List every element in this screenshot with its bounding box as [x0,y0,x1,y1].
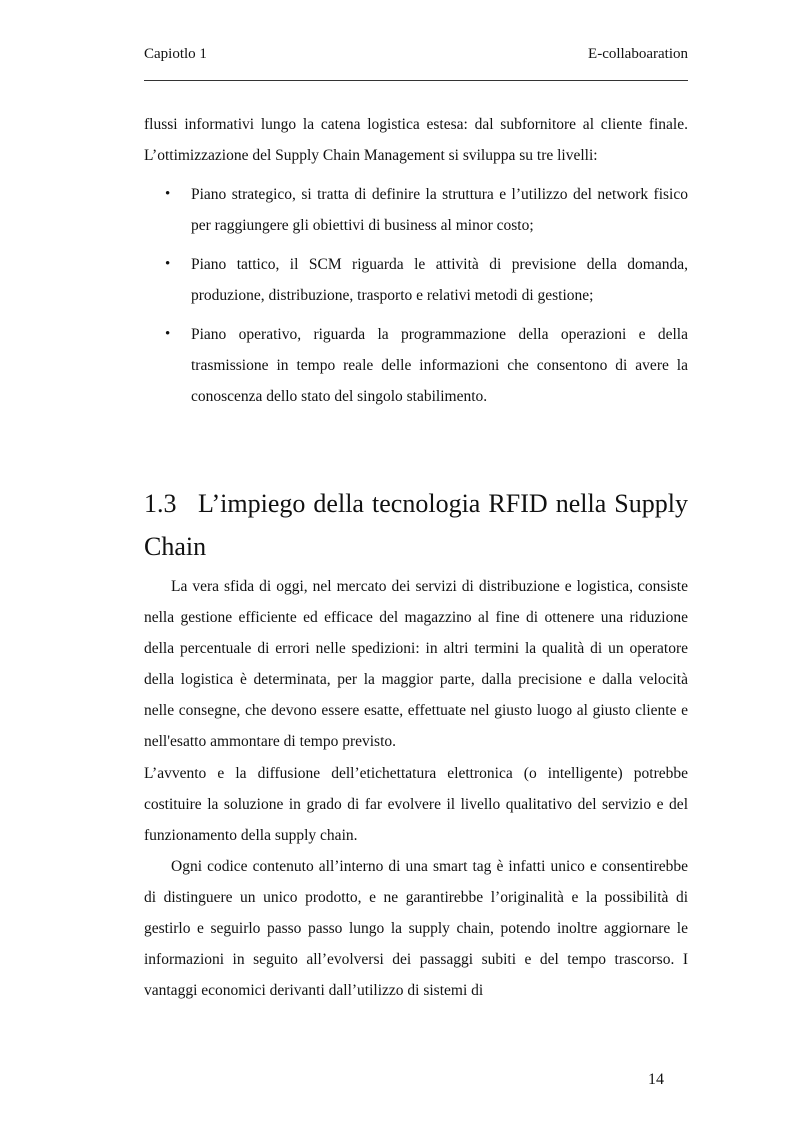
body-paragraph: Ogni codice contenuto all’interno di una smart tag è infatti unico e consentirebbe di distinguere un unico prodotto, e ne garantirebbe l’originalità e la possibilità di gestirlo e seguirlo passo passo lungo la supply chain, potendo inoltre aggiornare le informazioni in seguito all’evolversi dei passaggi subiti e del tempo trascorso. I vantaggi economici derivanti dall’utilizzo di sistemi di [144,858,688,999]
document-page [144,0,688,1123]
intro-paragraph: flussi informativi lungo la catena logistica estesa: dal subfornitore al cliente finale. L’ottimizzazione del Supply Chain Management si sviluppa su tre livelli: [144,116,688,164]
running-header [144,46,688,70]
bullet-list [144,179,688,420]
bullet-icon: • [165,186,171,202]
bullet-icon: • [165,256,171,272]
header-chapter: Capiotlo 1 [144,46,207,62]
bullet-text: Piano strategico, si tratta di definire la struttura e l’utilizzo del network fisico per raggiungere gli obiettivi di business al minor costo; [191,186,688,234]
header-section: E-collaboaration [588,46,688,62]
section-heading [144,482,688,568]
bullet-text: Piano operativo, riguarda la programmazione della operazioni e della trasmissione in tempo reale delle informazioni che consentono di avere la conoscenza dello stato del singolo stabilimento. [191,326,688,405]
body-paragraph: La vera sfida di oggi, nel mercato dei servizi di distribuzione e logistica, consiste nella gestione efficiente ed efficace del magazzino al fine di ottenere una riduzione della percentuale di errori nelle spedizioni: in altri termini la qualità di un operatore della logistica è determinata, per la maggior parte, dalla precisione e dalla velocità nelle consegne, che devono essere esatte, effettuate nel giusto luogo al giusto cliente e nell'esatto ammontare di tempo previsto. [144,578,688,750]
body-paragraph: L’avvento e la diffusione dell’etichettatura elettronica (o intelligente) potrebbe costituire la soluzione in grado di far evolvere il livello qualitativo del servizio e del funzionamento della supply chain. [144,765,688,844]
bullet-item [144,319,688,412]
bullet-item [144,179,688,241]
bullet-item [144,249,688,311]
bullet-text: Piano tattico, il SCM riguarda le attività di previsione della domanda, produzione, distribuzione, trasporto e relativi metodi di gestione; [191,256,688,304]
page-number: 14 [648,1071,664,1088]
section-title: L’impiego della tecnologia RFID nella Supply Chain [144,489,688,561]
header-rule [144,80,688,81]
section-number: 1.3 [144,489,177,518]
bullet-icon: • [165,326,171,342]
